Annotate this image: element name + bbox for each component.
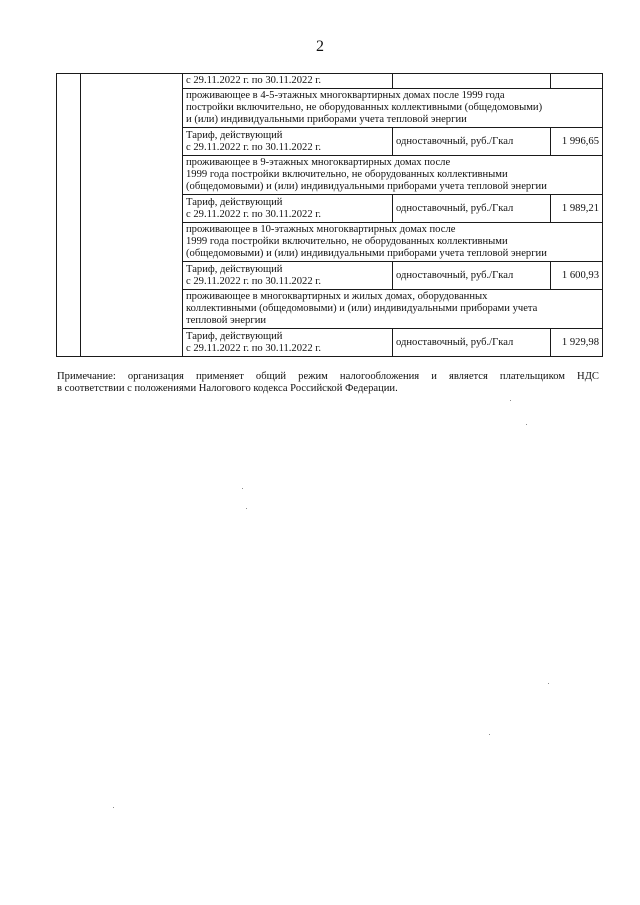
- tariff-unit-cell: [393, 74, 551, 89]
- description-line: 1999 года постройки включительно, не оборудованных коллективными: [186, 169, 508, 180]
- footnote-line: в соответствии с положениями Налогового кодекса Российской Федерации.: [57, 383, 398, 394]
- tariff-unit-cell: одноставочный, руб./Гкал: [393, 262, 551, 290]
- scan-speck: [246, 508, 247, 509]
- tariff-label-line: с 29.11.2022 г. по 30.11.2022 г.: [186, 342, 322, 354]
- merged-category-cell: [81, 74, 183, 357]
- description-line: проживающее в 10-этажных многоквартирных домах после: [186, 224, 456, 235]
- tariff-label-line: с 29.11.2022 г. по 30.11.2022 г.: [186, 141, 322, 153]
- scan-speck: [526, 424, 527, 425]
- tariff-value-cell: 1 989,21: [551, 195, 603, 223]
- description-line: проживающее в 4-5-этажных многоквартирных домах после 1999 года: [186, 90, 505, 101]
- tariff-unit-cell: одноставочный, руб./Гкал: [393, 329, 551, 357]
- tariff-value-cell: 1 929,98: [551, 329, 603, 357]
- tariff-label-cell: [183, 262, 393, 290]
- tariff-label-line: Тариф, действующий: [186, 129, 283, 141]
- tariff-label-line: Тариф, действующий: [186, 196, 283, 208]
- description-line: коллективными (общедомовыми) и (или) индивидуальными приборами учета: [186, 303, 538, 314]
- merged-index-cell: [57, 74, 81, 357]
- tariff-label-line: с 29.11.2022 г. по 30.11.2022 г.: [186, 275, 322, 287]
- consumer-description-cell: [183, 290, 603, 329]
- tariff-label-line: с 29.11.2022 г. по 30.11.2022 г.: [186, 75, 322, 86]
- tariff-value-cell: 1 600,93: [551, 262, 603, 290]
- tariff-unit-cell: одноставочный, руб./Гкал: [393, 128, 551, 156]
- tariff-unit-cell: одноставочный, руб./Гкал: [393, 195, 551, 223]
- consumer-description-cell: [183, 223, 603, 262]
- description-line: 1999 года постройки включительно, не оборудованных коллективными: [186, 236, 508, 247]
- tariff-label-cell: [183, 128, 393, 156]
- tariff-value-cell: [551, 74, 603, 89]
- tariff-label-cell: [183, 195, 393, 223]
- scan-speck: [548, 683, 549, 684]
- scan-speck: [113, 807, 114, 808]
- footnote: [57, 371, 599, 395]
- description-line: проживающее в многоквартирных и жилых домах, оборудованных: [186, 291, 488, 302]
- tariff-value-cell: 1 996,65: [551, 128, 603, 156]
- description-line: и (или) индивидуальными приборами учета тепловой энергии: [186, 114, 467, 125]
- description-line: (общедомовыми) и (или) индивидуальными приборами учета тепловой энергии: [186, 248, 547, 259]
- consumer-description-cell: [183, 89, 603, 128]
- table-row: [57, 74, 603, 89]
- description-line: проживающее в 9-этажных многоквартирных домах после: [186, 157, 451, 168]
- scan-speck: [489, 734, 490, 735]
- tariff-label-cell: [183, 74, 393, 89]
- description-line: постройки включительно, не оборудованных коллективными (общедомовыми): [186, 102, 543, 113]
- consumer-description-cell: [183, 156, 603, 195]
- description-line: (общедомовыми) и (или) индивидуальными приборами учета тепловой энергии: [186, 181, 547, 192]
- page-number: 2: [316, 38, 324, 55]
- footnote-line: Примечание: организация применяет общий режим налогообложения и является плательщиком НДС: [57, 371, 599, 382]
- tariff-label-line: Тариф, действующий: [186, 330, 283, 342]
- scan-speck: [242, 488, 243, 489]
- tariff-label-line: Тариф, действующий: [186, 263, 283, 275]
- tariff-label-line: с 29.11.2022 г. по 30.11.2022 г.: [186, 208, 322, 220]
- scan-speck: [510, 400, 511, 401]
- description-line: тепловой энергии: [186, 315, 267, 326]
- tariff-table: [56, 73, 603, 357]
- tariff-label-cell: [183, 329, 393, 357]
